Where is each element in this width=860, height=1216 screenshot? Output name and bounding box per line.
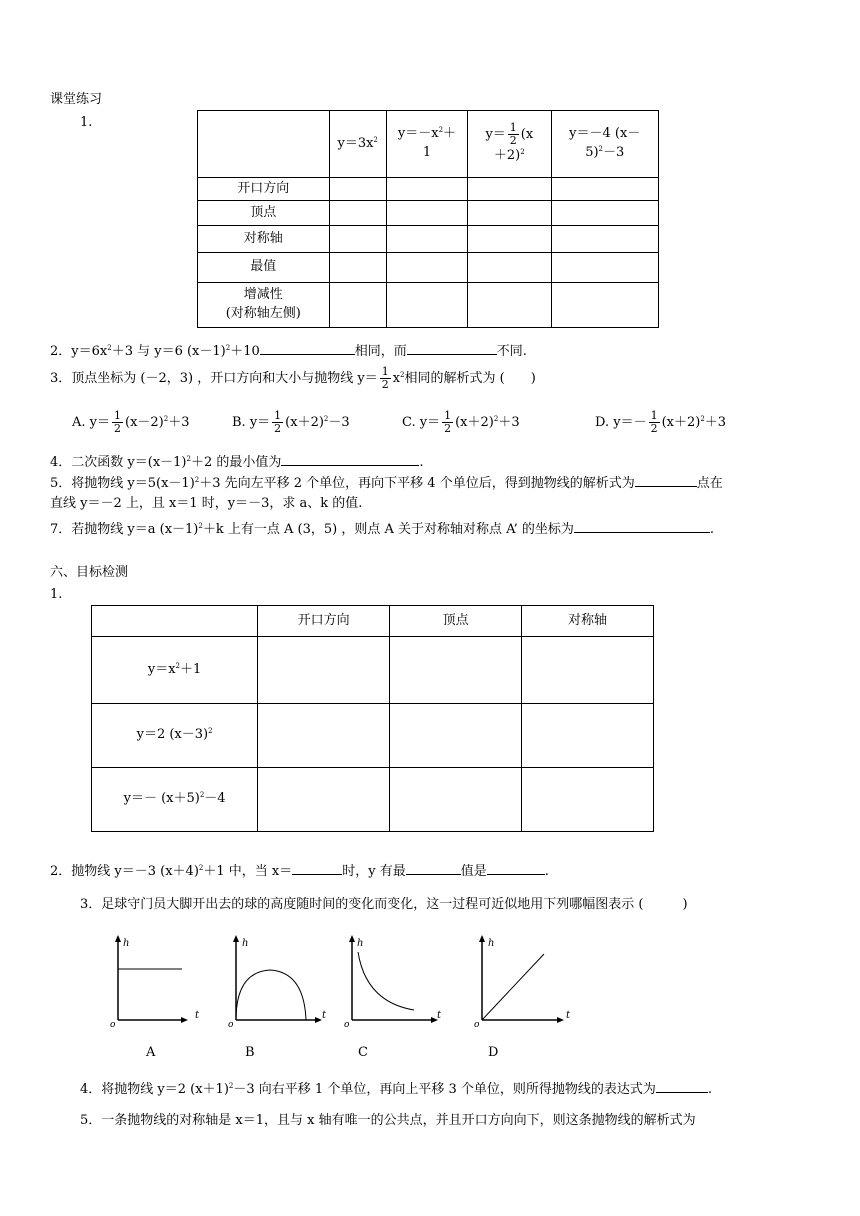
target-question-5: 5．一条抛物线的对称轴是 x＝1，且与 x 轴有唯一的公共点，并且开口方向向下，则这条抛物线的解析式为 xyxy=(80,1113,696,1128)
svg-text:h: h xyxy=(488,938,495,949)
option-c[interactable]: C. y＝ $\frac{1}{2}$ $(x+2)^2+3$ xyxy=(402,409,520,436)
question-5-line2: 直线 y＝－2 上，且 x＝1 时，y＝－3，求 a、k 的值. xyxy=(50,496,363,511)
y-arrow-icon xyxy=(233,935,239,942)
question-4: 4．二次函数 $y=(x-1)^2+2$ 的最小值为 . xyxy=(50,455,424,470)
target-question-3: 3．足球守门员大脚开出去的球的高度随时间的变化而变化，这一过程可近似地用下列哪幅图表示 ( ) xyxy=(80,897,688,912)
column-header: $y=3x^2$ xyxy=(329,111,386,178)
row-header: $y=x^2+1$ xyxy=(92,637,258,704)
graph-d[interactable] xyxy=(474,932,570,1028)
section-title-practice: 课堂练习 xyxy=(50,92,103,107)
x-arrow-icon xyxy=(181,1017,188,1023)
svg-text:h: h xyxy=(357,938,364,949)
svg-text:o: o xyxy=(228,1020,234,1028)
option-a[interactable]: A. y＝ $\frac{1}{2}$ $(x-2)^2+3$ xyxy=(72,409,190,436)
column-header: y＝ $\frac{1}{2}$ (x ＋2)$^2$ xyxy=(468,111,551,178)
x-arrow-icon xyxy=(315,1017,322,1023)
question-number: 1. xyxy=(50,587,63,602)
graph-label: A xyxy=(146,1045,156,1060)
row-header: 最值 xyxy=(198,253,330,283)
svg-text:o: o xyxy=(474,1020,480,1028)
table-corner-cell xyxy=(92,606,258,637)
option-d[interactable]: D. y＝－ $\frac{1}{2}$ $(x+2)^2+3$ xyxy=(595,409,727,436)
curve-decay xyxy=(358,952,414,1010)
question-5: 5．将抛物线 $y=5(x-1)^2+3$ 先向左平移 2 个单位，再向下平移 4 个单位后，得到抛物线的解析式为 点在 xyxy=(50,476,723,491)
graph-b[interactable] xyxy=(228,932,324,1028)
answer-blank[interactable] xyxy=(406,862,461,875)
origin-label: o xyxy=(110,1020,116,1028)
row-header: 对称轴 xyxy=(198,226,330,253)
answer-blank[interactable] xyxy=(656,1080,708,1093)
answer-blank[interactable] xyxy=(281,453,419,466)
svg-text:o: o xyxy=(344,1020,350,1028)
column-header: y＝－4 (x－ 5)$^2$－3 xyxy=(551,111,659,178)
row-header: $y=- (x+5)^2-4$ xyxy=(92,768,258,832)
detection-table xyxy=(91,605,654,832)
graph-a[interactable] xyxy=(110,932,190,1028)
table-corner-cell xyxy=(198,111,330,178)
y-arrow-icon xyxy=(115,935,121,942)
graph-label: B xyxy=(245,1045,255,1060)
row-header: 开口方向 xyxy=(198,178,330,201)
vertex-form-table xyxy=(197,110,659,328)
row-header: 增减性 (对称轴左侧) xyxy=(198,283,330,328)
question-7: 7．若抛物线 y＝a $(x-1)^2+k$ 上有一点 A (3，5) ，则点 A 关于对称轴对称点 A’ 的坐标为 . xyxy=(50,522,715,537)
question-3: 3．顶点坐标为 (－2，3) ，开口方向和大小与抛物线 y＝ $\frac{1}{2}$ $x^2$相同的解析式为 ( ) xyxy=(50,365,536,392)
section-title-target: 六、目标检测 xyxy=(50,565,129,580)
question-2: 2．$y=6x^2+3$ 与 y＝6 $(x-1)^2+10$ 相同，而 不同. xyxy=(50,344,527,359)
curve-arch xyxy=(236,970,306,1020)
svg-text:h: h xyxy=(242,938,249,949)
column-header: 开口方向 xyxy=(258,606,390,637)
answer-blank[interactable] xyxy=(487,862,545,875)
y-arrow-icon xyxy=(349,935,355,942)
fraction-half: $\frac{1}{2}$ xyxy=(509,120,517,148)
column-header: 对称轴 xyxy=(522,606,654,637)
answer-blank[interactable] xyxy=(574,520,710,533)
target-question-4: 4．将抛物线 y＝2 $(x+1)^2-3$ 向右平移 1 个单位，再向上平移 3 个单位，则所得抛物线的表达式为 . xyxy=(80,1082,712,1097)
graph-c[interactable] xyxy=(344,932,440,1028)
question-number: 1. xyxy=(80,115,93,130)
graph-label: C xyxy=(358,1045,368,1060)
row-header: y＝2 $(x-3)^2$ xyxy=(92,704,258,768)
answer-blank[interactable] xyxy=(260,342,355,355)
answer-blank[interactable] xyxy=(292,862,342,875)
graph-label: D xyxy=(488,1045,499,1060)
option-b[interactable]: B. y＝ $\frac{1}{2}$ $(x+2)^2-3$ xyxy=(232,409,350,436)
target-question-2: 2．抛物线 y＝－3 $(x+4)^2+1$ 中，当 x＝ 时，y 有最 值是 . xyxy=(50,864,549,879)
answer-blank[interactable] xyxy=(635,474,697,487)
column-header: 顶点 xyxy=(390,606,522,637)
y-arrow-icon xyxy=(479,935,485,942)
column-header: $y=-x^2+$ 1 xyxy=(386,111,467,178)
axis-label-h: h xyxy=(123,938,130,949)
x-arrow-icon xyxy=(557,1017,564,1023)
axis-label-t: t xyxy=(195,1010,200,1021)
curve-linear xyxy=(482,954,544,1020)
answer-blank[interactable] xyxy=(407,342,497,355)
row-header: 顶点 xyxy=(198,201,330,226)
